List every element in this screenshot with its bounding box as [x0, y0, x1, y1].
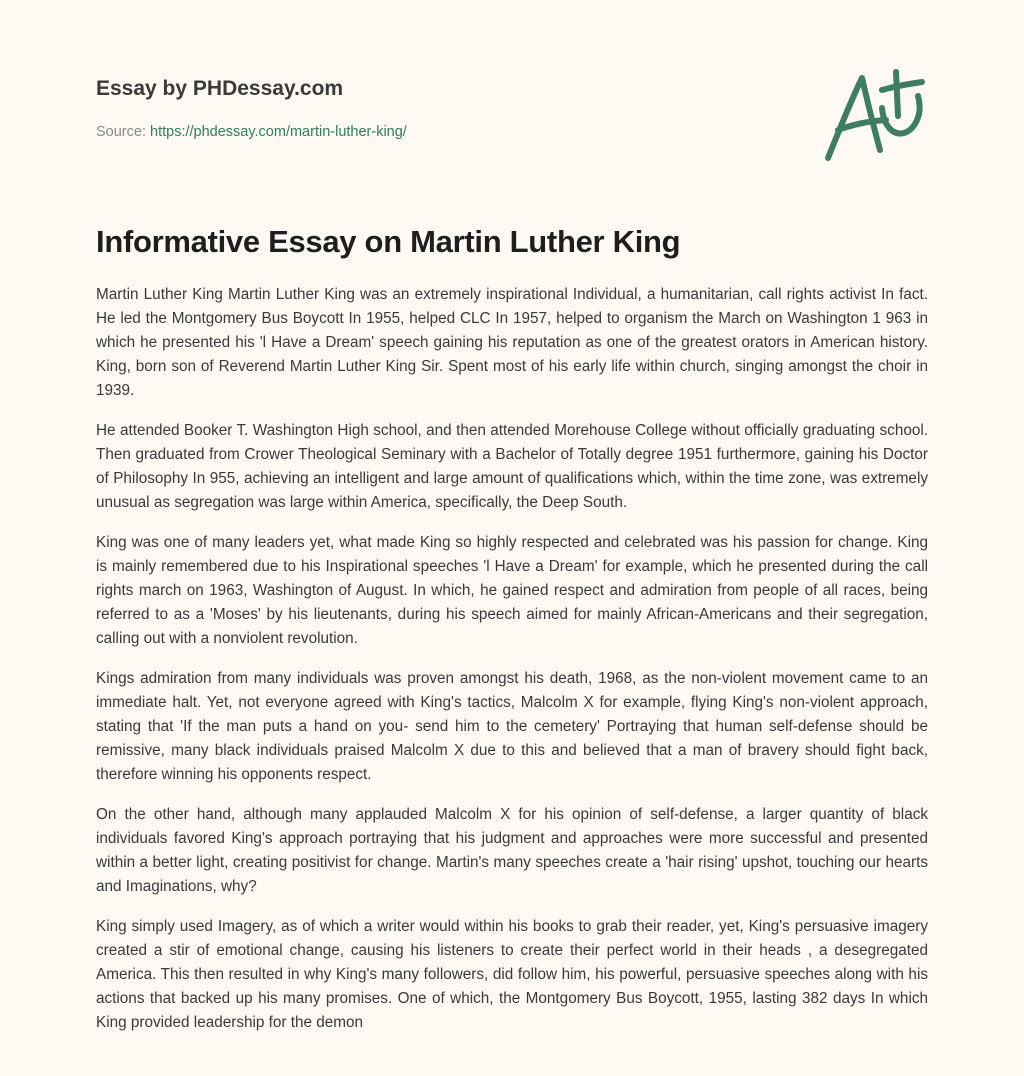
essay-body [96, 283, 928, 1051]
a-plus-logo-icon [818, 66, 934, 170]
essay-paragraph: On the other hand, although many applauded Malcolm X for his opinion of self-defense, a larger quantity of black individuals favored King's approach portraying that his judgment and approaches were more successful and presented within a better light, creating positivist for change. Martin's many speeches create a 'hair rising' upshot, touching our hearts and Imaginations, why? [96, 806, 928, 895]
site-title: Essay by PHDessay.com [96, 77, 344, 100]
essay-paragraph: Martin Luther King Martin Luther King was an extremely inspirational Individual, a humanitarian, call rights activist In fact. He led the Montgomery Bus Boycott In 1955, helped CLC In 1957, helped to organism the March on Washington 1 963 in which he presented his 'l Have a Dream' speech gaining his reputation as one of the greatest orators in American history. King, born son of Reverend Martin Luther King Sir. Spent most of his early life within church, singing amongst the choir in 1939. [96, 286, 928, 399]
source-line [96, 124, 407, 140]
essay-title: Informative Essay on Martin Luther King [96, 224, 681, 259]
source-label: Source: [96, 124, 146, 140]
source-link[interactable]: https://phdessay.com/martin-luther-king/ [150, 124, 407, 140]
essay-paragraph: Kings admiration from many individuals was proven amongst his death, 1968, as the non-violent movement came to an immediate halt. Yet, not everyone agreed with King's tactics, Malcolm X for example, flying King's non-violent approach, stating that 'If the man puts a hand on you- send him to the cemetery' Portraying that human self-defense should be remissive, many black individuals praised Malcolm X due to this and believed that a man of bravery should fight back, therefore winning his opponents respect. [96, 670, 928, 783]
essay-paragraph: King simply used Imagery, as of which a writer would within his books to grab their reader, yet, King's persuasive imagery created a stir of emotional change, causing his listeners to create their perfect world in their heads , a desegregated America. This then resulted in why King's many followers, did follow him, his powerful, persuasive speeches along with his actions that backed up his many promises. One of which, the Montgomery Bus Boycott, 1955, lasting 382 days In which King provided leadership for the demon [96, 918, 928, 1031]
essay-paragraph: He attended Booker T. Washington High school, and then attended Morehouse College without officially graduating school. Then graduated from Crower Theological Seminary with a Bachelor of Totally degree 1951 furthermore, gaining his Doctor of Philosophy In 955, achieving an intelligent and large amount of qualifications which, within the time zone, was extremely unusual as segregation was large within America, specifically, the Deep South. [96, 422, 928, 511]
essay-paragraph: King was one of many leaders yet, what made King so highly respected and celebrated was his passion for change. King is mainly remembered due to his Inspirational speeches 'l Have a Dream' for example, which he presented during the call rights march on 1963, Washington of August. In which, he gained respect and admiration from people of all races, being referred to as a 'Moses' by his lieutenants, during his speech aimed for mainly African-Americans and their segregation, calling out with a nonviolent revolution. [96, 534, 928, 647]
